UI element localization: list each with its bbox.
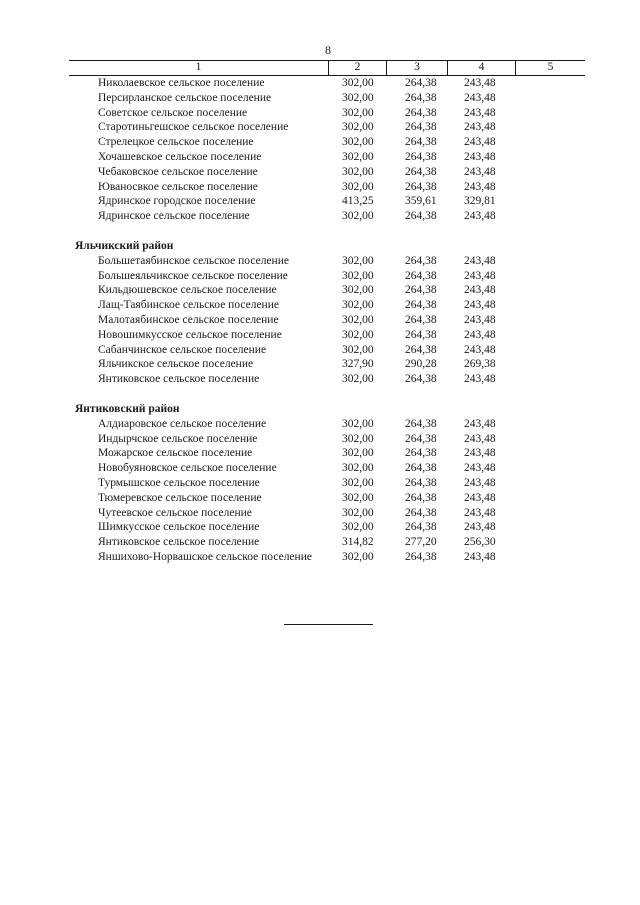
value-cell-col5 bbox=[516, 372, 585, 387]
table-row bbox=[69, 254, 585, 269]
settlement-name-cell: Персирланское сельское поселение bbox=[98, 91, 272, 104]
settlement-name-cell: Малотаябинское сельское поселение bbox=[98, 313, 279, 326]
value-cell-col2: 302,00 bbox=[342, 91, 374, 104]
value-cell-col4: 256,30 bbox=[464, 536, 496, 549]
value-cell-col3: 264,38 bbox=[405, 491, 437, 504]
district-heading: Янтиковский район bbox=[75, 402, 180, 415]
value-cell-col5 bbox=[516, 328, 585, 343]
table-row bbox=[69, 432, 585, 447]
settlement-name-cell: Хочашевское сельское поселение bbox=[98, 150, 262, 163]
value-cell-col5 bbox=[516, 283, 585, 298]
value-cell-col2: 302,00 bbox=[342, 284, 374, 297]
value-cell-col2: 302,00 bbox=[342, 373, 374, 386]
value-cell-col4: 243,48 bbox=[464, 476, 496, 489]
value-cell-col3: 264,38 bbox=[405, 462, 437, 475]
value-cell-col5 bbox=[516, 209, 585, 224]
settlement-name-cell: Новошимкусское сельское поселение bbox=[98, 328, 282, 341]
settlement-name-cell: Сабанчинское сельское поселение bbox=[98, 343, 267, 356]
table-row bbox=[69, 535, 585, 550]
table-row bbox=[69, 372, 585, 387]
table-row bbox=[69, 135, 585, 150]
section-spacer bbox=[69, 387, 585, 402]
settlement-name-cell: Ядринское городское поселение bbox=[98, 195, 256, 208]
value-cell-col5 bbox=[516, 446, 585, 461]
value-cell-col4: 243,48 bbox=[464, 521, 496, 534]
value-cell-col4: 243,48 bbox=[464, 447, 496, 460]
value-cell-col2: 302,00 bbox=[342, 417, 374, 430]
value-cell-col3: 264,38 bbox=[405, 432, 437, 445]
settlement-name-cell: Лащ-Таябинское сельское поселение bbox=[98, 299, 279, 312]
table-row bbox=[69, 269, 585, 284]
table-row bbox=[69, 120, 585, 135]
data-table bbox=[69, 60, 585, 565]
value-cell-col5 bbox=[516, 269, 585, 284]
settlement-name-cell: Тюмеревское сельское поселение bbox=[98, 491, 262, 504]
value-cell-col3: 359,61 bbox=[405, 195, 437, 208]
value-cell-col2: 302,00 bbox=[342, 447, 374, 460]
settlement-name-cell: Стрелецкое сельское поселение bbox=[98, 136, 254, 149]
value-cell-col3: 264,38 bbox=[405, 106, 437, 119]
table-row bbox=[69, 165, 585, 180]
value-cell-col2: 302,00 bbox=[342, 313, 374, 326]
table-row bbox=[69, 491, 585, 506]
value-cell-col5 bbox=[516, 520, 585, 535]
value-cell-col3: 264,38 bbox=[405, 476, 437, 489]
settlement-name-cell: Индырчское сельское поселение bbox=[98, 432, 258, 445]
value-cell-col2: 302,00 bbox=[342, 136, 374, 149]
value-cell-col3: 264,38 bbox=[405, 299, 437, 312]
value-cell-col2: 302,00 bbox=[342, 328, 374, 341]
table-row bbox=[69, 328, 585, 343]
table-row bbox=[69, 283, 585, 298]
settlement-name-cell: Старотиньгешское сельское поселение bbox=[98, 121, 289, 134]
value-cell-col4: 269,38 bbox=[464, 358, 496, 371]
value-cell-col2: 302,00 bbox=[342, 521, 374, 534]
table-row bbox=[69, 194, 585, 209]
value-cell-col2: 302,00 bbox=[342, 210, 374, 223]
value-cell-col4: 243,48 bbox=[464, 269, 496, 282]
value-cell-col2: 302,00 bbox=[342, 462, 374, 475]
value-cell-col3: 264,38 bbox=[405, 210, 437, 223]
value-cell-col3: 264,38 bbox=[405, 77, 437, 89]
settlement-name-cell: Шимкусское сельское поселение bbox=[98, 521, 260, 534]
value-cell-col5 bbox=[516, 135, 585, 150]
table-header bbox=[69, 60, 585, 76]
value-cell-col4: 243,48 bbox=[464, 180, 496, 193]
value-cell-col5 bbox=[516, 461, 585, 476]
table-row bbox=[69, 91, 585, 106]
settlement-name-cell: Новобуяновское сельское поселение bbox=[98, 462, 277, 475]
value-cell-col4: 243,48 bbox=[464, 210, 496, 223]
value-cell-col2: 302,00 bbox=[342, 77, 374, 89]
settlement-name-cell: Яншихово-Норвашское сельское поселение bbox=[98, 550, 312, 563]
value-cell-col2: 302,00 bbox=[342, 343, 374, 356]
value-cell-col3: 264,38 bbox=[405, 284, 437, 297]
value-cell-col5 bbox=[516, 150, 585, 165]
value-cell-col4: 243,48 bbox=[464, 136, 496, 149]
section-spacer bbox=[69, 224, 585, 239]
value-cell-col2: 302,00 bbox=[342, 476, 374, 489]
table-row bbox=[69, 461, 585, 476]
value-cell-col5 bbox=[516, 550, 585, 565]
value-cell-col5 bbox=[516, 491, 585, 506]
value-cell-col5 bbox=[516, 417, 585, 432]
column-header-3: 3 bbox=[387, 61, 448, 75]
value-cell-col4: 243,48 bbox=[464, 165, 496, 178]
table-row bbox=[69, 180, 585, 195]
value-cell-col5 bbox=[516, 343, 585, 358]
value-cell-col3: 264,38 bbox=[405, 150, 437, 163]
value-cell-col3: 264,38 bbox=[405, 521, 437, 534]
value-cell-col4: 243,48 bbox=[464, 77, 496, 89]
value-cell-col2: 302,00 bbox=[342, 254, 374, 267]
value-cell-col4: 243,48 bbox=[464, 432, 496, 445]
value-cell-col3: 277,20 bbox=[405, 536, 437, 549]
settlement-name-cell: Яльчикское сельское поселение bbox=[98, 358, 254, 371]
value-cell-col3: 264,38 bbox=[405, 550, 437, 563]
settlement-name-cell: Большетаябинское сельское поселение bbox=[98, 254, 289, 267]
value-cell-col4: 243,48 bbox=[464, 106, 496, 119]
value-cell-col3: 264,38 bbox=[405, 417, 437, 430]
value-cell-col2: 302,00 bbox=[342, 299, 374, 312]
value-cell-col2: 302,00 bbox=[342, 106, 374, 119]
value-cell-col4: 329,81 bbox=[464, 195, 496, 208]
value-cell-col5 bbox=[516, 165, 585, 180]
value-cell-col3: 290,28 bbox=[405, 358, 437, 371]
settlement-name-cell: Алдиаровское сельское поселение bbox=[98, 417, 267, 430]
value-cell-col4: 243,48 bbox=[464, 373, 496, 386]
value-cell-col5 bbox=[516, 254, 585, 269]
value-cell-col4: 243,48 bbox=[464, 417, 496, 430]
value-cell-col3: 264,38 bbox=[405, 121, 437, 134]
page-number: 8 bbox=[325, 43, 331, 57]
settlement-name-cell: Юваносвкое сельское поселение bbox=[98, 180, 258, 193]
value-cell-col3: 264,38 bbox=[405, 91, 437, 104]
table-row bbox=[69, 313, 585, 328]
settlement-name-cell: Янтиковское сельское поселение bbox=[98, 536, 260, 549]
value-cell-col5 bbox=[516, 535, 585, 550]
value-cell-col3: 264,38 bbox=[405, 254, 437, 267]
value-cell-col3: 264,38 bbox=[405, 373, 437, 386]
value-cell-col2: 413,25 bbox=[342, 195, 374, 208]
value-cell-col4: 243,48 bbox=[464, 343, 496, 356]
value-cell-col3: 264,38 bbox=[405, 447, 437, 460]
table-row bbox=[69, 209, 585, 224]
value-cell-col5 bbox=[516, 298, 585, 313]
value-cell-col4: 243,48 bbox=[464, 254, 496, 267]
value-cell-col2: 327,90 bbox=[342, 358, 374, 371]
value-cell-col3: 264,38 bbox=[405, 506, 437, 519]
value-cell-col5 bbox=[516, 106, 585, 121]
column-header-4: 4 bbox=[448, 61, 516, 75]
table-body bbox=[69, 76, 585, 565]
value-cell-col3: 264,38 bbox=[405, 165, 437, 178]
value-cell-col2: 302,00 bbox=[342, 150, 374, 163]
table-row bbox=[69, 476, 585, 491]
value-cell-col4: 243,48 bbox=[464, 284, 496, 297]
table-row bbox=[69, 76, 585, 91]
value-cell-col2: 302,00 bbox=[342, 550, 374, 563]
settlement-name-cell: Советское сельское поселение bbox=[98, 106, 248, 119]
value-cell-col3: 264,38 bbox=[405, 328, 437, 341]
table-row bbox=[69, 357, 585, 372]
value-cell-col4: 243,48 bbox=[464, 313, 496, 326]
table-row bbox=[69, 150, 585, 165]
value-cell-col2: 302,00 bbox=[342, 269, 374, 282]
settlement-name-cell: Кильдюшевское сельское поселение bbox=[98, 284, 277, 297]
column-header-1: 1 bbox=[69, 61, 329, 75]
value-cell-col4: 243,48 bbox=[464, 150, 496, 163]
value-cell-col4: 243,48 bbox=[464, 91, 496, 104]
settlement-name-cell: Можарское сельское поселение bbox=[98, 447, 253, 460]
settlement-name-cell: Чебаковское сельское поселение bbox=[98, 165, 258, 178]
value-cell-col4: 243,48 bbox=[464, 299, 496, 312]
value-cell-col4: 243,48 bbox=[464, 491, 496, 504]
table-row bbox=[69, 343, 585, 358]
value-cell-col2: 302,00 bbox=[342, 165, 374, 178]
column-header-2: 2 bbox=[329, 61, 387, 75]
value-cell-col2: 314,82 bbox=[342, 536, 374, 549]
value-cell-col5 bbox=[516, 194, 585, 209]
value-cell-col5 bbox=[516, 476, 585, 491]
table-row bbox=[69, 550, 585, 565]
value-cell-col4: 243,48 bbox=[464, 328, 496, 341]
value-cell-col5 bbox=[516, 180, 585, 195]
end-separator-line bbox=[284, 624, 373, 625]
value-cell-col5 bbox=[516, 76, 585, 91]
value-cell-col5 bbox=[516, 313, 585, 328]
value-cell-col3: 264,38 bbox=[405, 343, 437, 356]
district-heading: Яльчикский район bbox=[75, 239, 174, 252]
value-cell-col2: 302,00 bbox=[342, 180, 374, 193]
value-cell-col3: 264,38 bbox=[405, 136, 437, 149]
value-cell-col2: 302,00 bbox=[342, 121, 374, 134]
value-cell-col5 bbox=[516, 120, 585, 135]
settlement-name-cell: Турмышское сельское поселение bbox=[98, 476, 260, 489]
value-cell-col4: 243,48 bbox=[464, 121, 496, 134]
settlement-name-cell: Николаевское сельское поселение bbox=[98, 77, 265, 89]
table-row bbox=[69, 106, 585, 121]
value-cell-col3: 264,38 bbox=[405, 269, 437, 282]
value-cell-col5 bbox=[516, 506, 585, 521]
value-cell-col4: 243,48 bbox=[464, 462, 496, 475]
value-cell-col4: 243,48 bbox=[464, 506, 496, 519]
value-cell-col4: 243,48 bbox=[464, 550, 496, 563]
settlement-name-cell: Большеяльчикское сельское поселение bbox=[98, 269, 288, 282]
value-cell-col3: 264,38 bbox=[405, 313, 437, 326]
value-cell-col5 bbox=[516, 357, 585, 372]
settlement-name-cell: Чутеевское сельское поселение bbox=[98, 506, 252, 519]
settlement-name-cell: Ядринское сельское поселение bbox=[98, 210, 250, 223]
value-cell-col5 bbox=[516, 432, 585, 447]
value-cell-col2: 302,00 bbox=[342, 491, 374, 504]
column-header-5: 5 bbox=[547, 61, 554, 73]
value-cell-col2: 302,00 bbox=[342, 506, 374, 519]
settlement-name-cell: Янтиковское сельское поселение bbox=[98, 373, 260, 386]
table-row bbox=[69, 298, 585, 313]
value-cell-col3: 264,38 bbox=[405, 180, 437, 193]
table-row bbox=[69, 506, 585, 521]
table-row bbox=[69, 520, 585, 535]
table-row bbox=[69, 417, 585, 432]
table-row bbox=[69, 446, 585, 461]
value-cell-col5 bbox=[516, 91, 585, 106]
value-cell-col2: 302,00 bbox=[342, 432, 374, 445]
